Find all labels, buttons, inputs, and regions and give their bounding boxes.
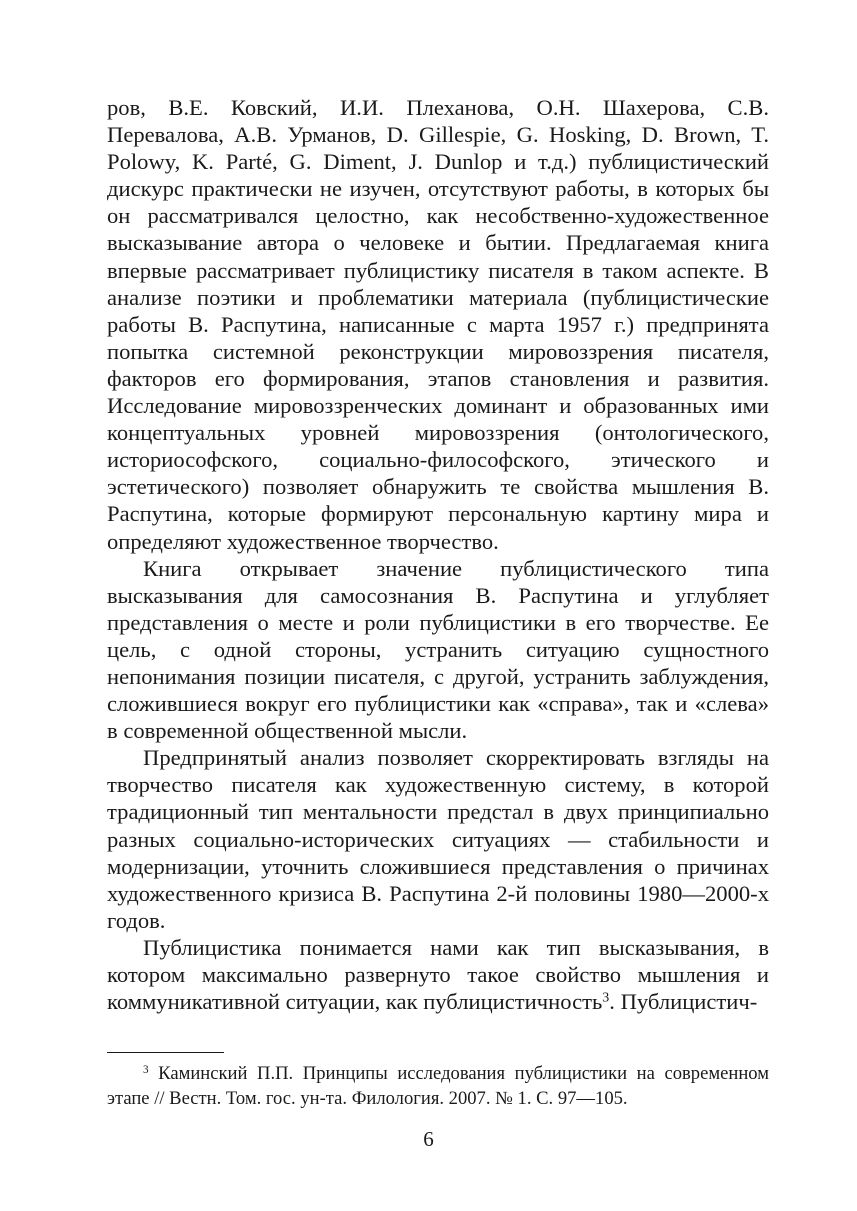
- main-text: [107, 94, 769, 1015]
- footnote-marker: 3: [143, 1063, 149, 1076]
- footnote: [107, 1061, 769, 1111]
- paragraph-last: [107, 934, 769, 1015]
- paragraph-text: Публицистика понимается нами как тип высказывания, в котором максимально развернуто такое свойство мышления и коммуникативной ситуации, как публицистичность: [107, 934, 769, 1015]
- footnote-reference: 3: [602, 990, 610, 1006]
- paragraph: Книга открывает значение публицистического типа высказывания для самосознания В. Распутина и углубляет представления о месте и роли публицистики в его творчестве. Ее цель, с одной стороны, устранить ситуацию сущностного непонимания позиции писателя, с другой, устранить заблуждения, сложившиеся вокруг его публицистики как «справа», так и «слева» в современной общественной мысли.: [107, 555, 769, 744]
- page-number: 6: [423, 1127, 434, 1151]
- paragraph-continuation: ров, В.Е. Ковский, И.И. Плеханова, О.Н. Шахерова, С.В. Перевалова, А.В. Урманов, D. Gillespie, G. Hosking, D. Brown, T. Polowy, K. Parté, G. Diment, J. Dunlop и т.д.) публицистический дискурс практически не изучен, отсутствуют работы, в которых бы он рассматривался целостно, как несобственно-художественное высказывание автора о человеке и бытии. Предлагаемая книга впервые рассматривает публицистику писателя в таком аспекте. В анализе поэтики и проблематики материала (публицистические работы В. Распутина, написанные с марта 1957 г.) предпринята попытка системной реконструкции мировоззрения писателя, факторов его формирования, этапов становления и развития. Исследование мировоззренческих доминант и образованных ими концептуальных уровней мировоззрения (онтологического, историософского, социально-философского, этического и эстетического) позволяет обнаружить те свойства мышления В. Распутина, которые формируют персональную картину мира и определяют художественное творчество.: [107, 95, 769, 554]
- paragraph-text-end: . Публицистич-: [609, 989, 758, 1015]
- paragraph: Предпринятый анализ позволяет скорректировать взгляды на творчество писателя как художественную систему, в которой традиционный тип ментальности предстал в двух принципиально разных социально-исторических ситуациях — стабильности и модернизации, уточнить сложившиеся представления о причинах художественного кризиса В. Распутина 2-й половины 1980—2000-х годов.: [107, 745, 769, 933]
- footnote-divider: [107, 1052, 224, 1053]
- footnote-text: Каминский П.П. Принципы исследования публицистики на современном этапе // Вестн. Том. гос. ун-та. Филология. 2007. № 1. С. 97—105.: [107, 1063, 769, 1109]
